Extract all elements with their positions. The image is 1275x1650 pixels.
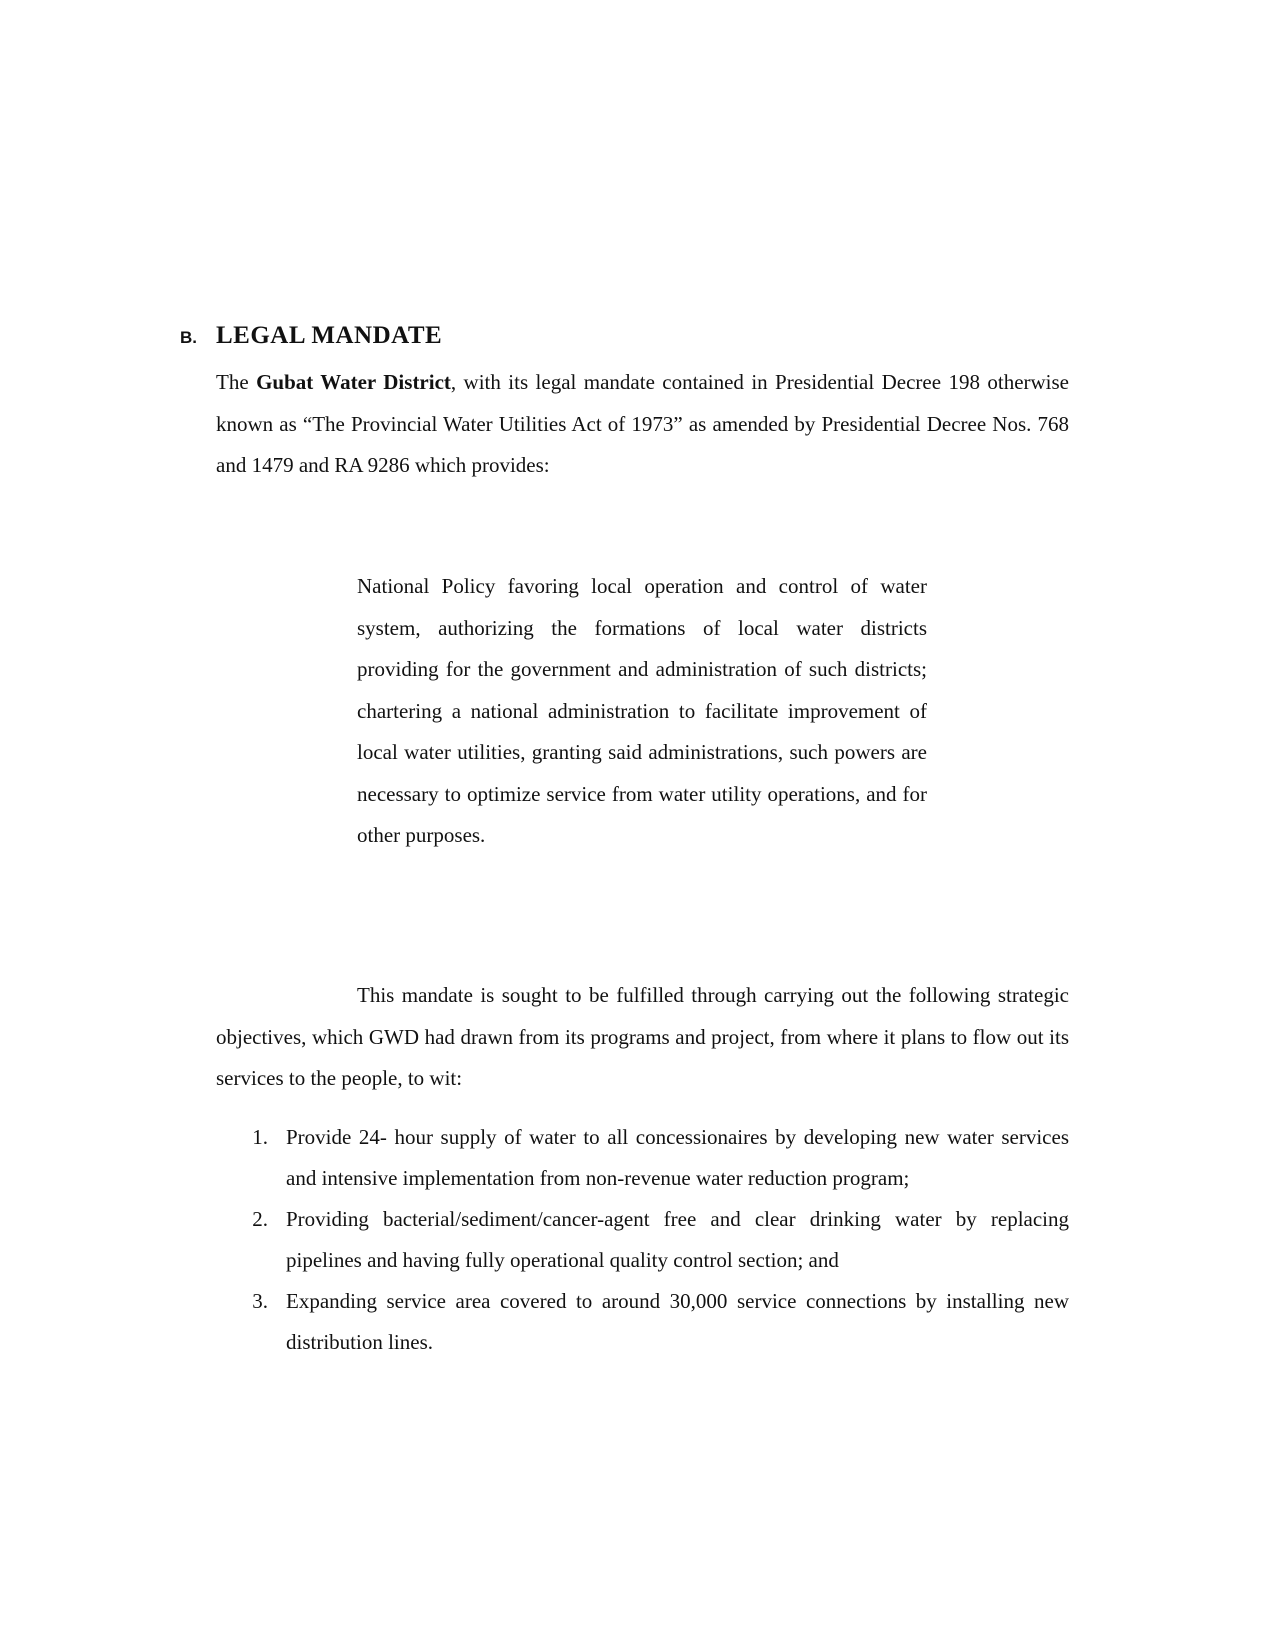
objectives-list xyxy=(216,1117,1069,1363)
intro-paragraph xyxy=(216,362,1069,487)
section-letter: B. xyxy=(180,328,197,347)
list-item xyxy=(216,1281,1069,1363)
list-item xyxy=(216,1117,1069,1199)
intro-post: , with its legal mandate contained in Presidential Decree 198 otherwise known as “The Provincial Water Utilities Act of 1973” as amended by Presidential Decree Nos. 768 and 1479 and RA 9286 which provides: xyxy=(216,370,1069,477)
list-item-number: 1. xyxy=(252,1125,268,1149)
section-title: LEGAL MANDATE xyxy=(216,322,443,349)
list-item-number: 2. xyxy=(252,1207,268,1231)
intro-pre: The xyxy=(216,370,257,394)
list-item-text: Providing bacterial/sediment/cancer-agent free and clear drinking water by replacing pipelines and having fully operational quality control section; and xyxy=(286,1207,1069,1272)
list-item-text: Expanding service area covered to around 30,000 service connections by installing new distribution lines. xyxy=(286,1289,1069,1354)
section-heading xyxy=(180,322,442,350)
district-name: Gubat Water District xyxy=(256,370,451,394)
objectives-intro: This mandate is sought to be fulfilled through carrying out the following strategic objectives, which GWD had drawn from its programs and project, from where it plans to flow out its services to the people, to wit: xyxy=(216,983,1069,1090)
list-item-number: 3. xyxy=(252,1289,268,1313)
list-item xyxy=(216,1199,1069,1281)
block-quote: National Policy favoring local operation and control of water system, authorizing the formations of local water districts providing for the government and administration of such districts; chartering a national administration to facilitate improvement of local water utilities, granting said administrations, such powers are necessary to optimize service from water utility operations, and for other purposes. xyxy=(357,574,927,847)
list-item-text: Provide 24- hour supply of water to all concessionaires by developing new water services and intensive implementation from non-revenue water reduction program; xyxy=(286,1125,1069,1190)
